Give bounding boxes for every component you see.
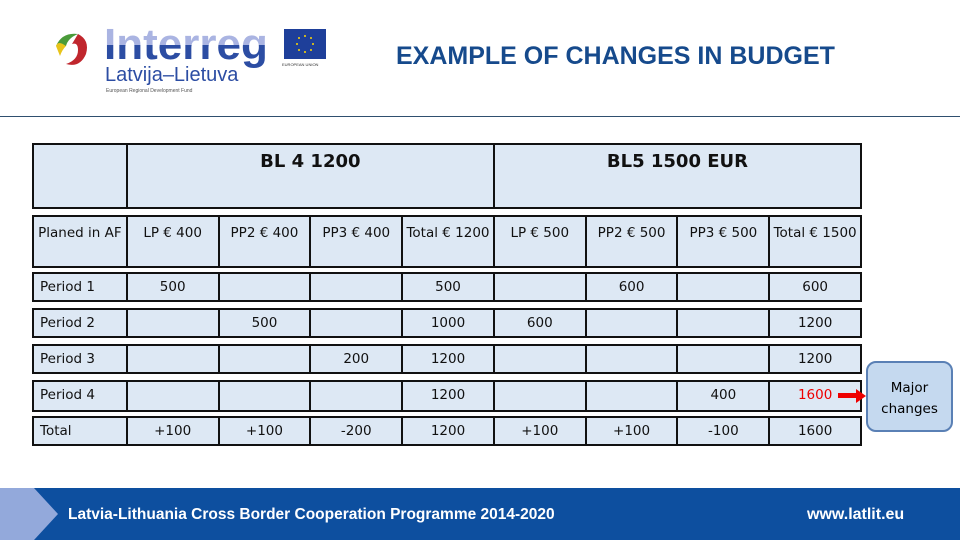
- table-cell: 1200: [401, 418, 493, 444]
- table-cell: [676, 274, 768, 300]
- table-cell: 1600: [768, 418, 860, 444]
- column-header: Planed in AF: [38, 225, 122, 241]
- table-cell: -200: [309, 418, 401, 444]
- table-cell: [676, 310, 768, 336]
- header-divider: [0, 116, 960, 117]
- major-changes-callout: Major changes: [866, 361, 953, 432]
- swirl-icon: [52, 30, 92, 70]
- row-label: Total: [40, 423, 72, 439]
- table-cell: -100: [676, 418, 768, 444]
- column-header: PP3 € 400: [309, 217, 401, 266]
- column-header: Total € 1200: [401, 217, 493, 266]
- footer-text: Latvia-Lithuania Cross Border Cooperation Programme 2014-2020: [68, 506, 555, 523]
- table-cell: [493, 274, 585, 300]
- table-cell: [218, 346, 310, 372]
- table-cell: [585, 346, 677, 372]
- table-cell: [493, 382, 585, 410]
- table-cell: 500: [401, 274, 493, 300]
- logo-tagline: European Regional Development Fund: [106, 88, 193, 94]
- column-header: PP2 € 400: [218, 217, 310, 266]
- arrow-head-icon: [856, 389, 866, 403]
- arrow-icon: [838, 393, 858, 398]
- column-header: LP € 500: [493, 217, 585, 266]
- table-cell: [218, 274, 310, 300]
- column-header: LP € 400: [126, 217, 218, 266]
- logo-subtitle: Latvija–Lietuva: [105, 64, 239, 86]
- table-cell: +100: [126, 418, 218, 444]
- column-header: PP2 € 500: [585, 217, 677, 266]
- table-cell: [676, 346, 768, 372]
- table-cell: [218, 382, 310, 410]
- table-cell: +100: [493, 418, 585, 444]
- table-group-header: [32, 143, 862, 209]
- group-bl4: BL 4 1200: [126, 145, 493, 207]
- table-cell: 200: [309, 346, 401, 372]
- table-cell: 600: [768, 274, 860, 300]
- group-bl5: BL5 1500 EUR: [493, 145, 860, 207]
- table-row: [32, 272, 862, 302]
- page-title: EXAMPLE OF CHANGES IN BUDGET: [396, 42, 835, 70]
- logo-word: Interreg: [104, 20, 268, 69]
- table-cell: [126, 382, 218, 410]
- table-row: [32, 380, 862, 412]
- column-header: Total € 1500: [768, 217, 860, 266]
- footer-url[interactable]: www.latlit.eu: [807, 506, 905, 523]
- row-label: Period 1: [40, 279, 95, 295]
- table-cell: [585, 310, 677, 336]
- table-cell: 1200: [768, 346, 860, 372]
- table-cell: 400: [676, 382, 768, 410]
- interreg-logo: [52, 20, 342, 98]
- table-cell: 1200: [768, 310, 860, 336]
- table-cell: [126, 346, 218, 372]
- table-cell: +100: [218, 418, 310, 444]
- table-row: [32, 344, 862, 374]
- table-column-header: [32, 215, 862, 268]
- table-cell: 1000: [401, 310, 493, 336]
- table-cell: [309, 310, 401, 336]
- table-cell: 1200: [401, 382, 493, 410]
- row-label: Period 2: [40, 315, 95, 331]
- table-cell: 600: [493, 310, 585, 336]
- column-header: PP3 € 500: [676, 217, 768, 266]
- table-cell: 500: [218, 310, 310, 336]
- table-cell: [126, 310, 218, 336]
- empty-cell: [34, 145, 126, 207]
- table-cell: [309, 382, 401, 410]
- table-cell: 1600: [768, 382, 860, 410]
- table-row: [32, 416, 862, 446]
- row-label: Period 4: [40, 387, 95, 403]
- table-cell: +100: [585, 418, 677, 444]
- table-cell: 1200: [401, 346, 493, 372]
- row-label: Period 3: [40, 351, 95, 367]
- table-cell: 600: [585, 274, 677, 300]
- table-cell: [309, 274, 401, 300]
- table-cell: 500: [126, 274, 218, 300]
- table-cell: [585, 382, 677, 410]
- table-row: [32, 308, 862, 338]
- eu-flag-icon: [284, 29, 326, 59]
- eu-label: EUROPEAN UNION: [282, 62, 319, 67]
- table-cell: [493, 346, 585, 372]
